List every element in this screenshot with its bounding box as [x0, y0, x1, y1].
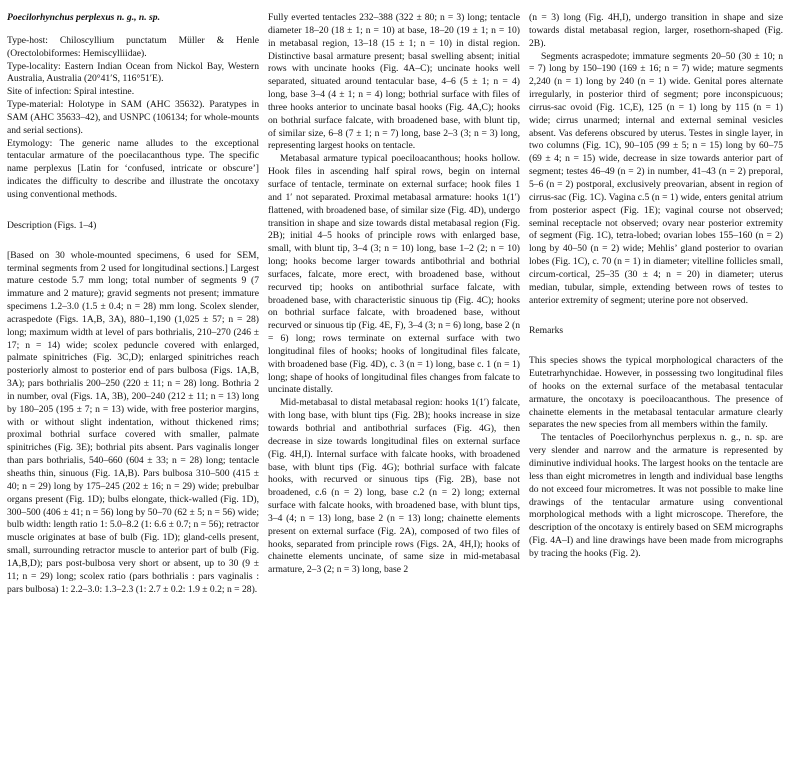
type-host: Type-host: Chiloscyllium punctatum Müller & Henle (Orectolobiformes: Hemiscylliidae). [7, 34, 259, 59]
species-title: Poecilorhynchus perplexus n. g., n. sp. [7, 12, 160, 23]
column-right [529, 12, 783, 561]
column-left [7, 12, 259, 596]
description-text: [Based on 30 whole-mounted specimens, 6 used for SEM, terminal segments from 2 used for longitudinal sections.] Largest mature cestode 5.7 mm long; total number of segments 9 (7 immature and 2 mature); gravid segments not present; immature specimens 1.2–3.0 (1.5 ± 0.4; n = 28) mm long. Scolex slender, acraspedote (Figs. 1A,B, 3A), 880–1,190 (1,025 ± 57; n = 28) long; maximum width at level of pars bothrialis, 210–270 (246 ± 17; n = 14) wide; scolex peduncle covered with enlarged, palmate spinitriches (Fig. 3C,D); enlarged spinitriches reach posteriorly almost to posterior end of pars bulbosa (Figs. 1A,B, 3A); pars bothrialis 200–250 (220 ± 11; n = 28) long. Bothria 2 in number, oval (Figs. 1A, 3B), 200–240 (212 ± 11; n = 13) long by 180–205 (195 ± 7; n = 13) wide, with free posterior margins, with or without slight indentation, without thickened rims; proximal bothrial surface covered with smaller, palmate spinitriches (Fig. 3E); bothrial pits absent. Pars vaginalis longer than pars bothrialis, 540–660 (604 ± 33; n = 28) long; tentacle sheaths thin, sinuous (Fig. 1A,B). Pars bulbosa 310–500 (415 ± 40; n = 29) long by 175–245 (202 ± 16; n = 29) wide; prebulbar organs present (Fig. 1D); bulbs elongate, thick-walled (Fig. 1D), 300–500 (406 ± 41; n = 56) long by 50–70 (62 ± 5; n = 56) wide; bulb width: length ratio 1: 5.0–8.2 (1: 6.6 ± 0.7; n = 56); retractor muscle originates at base of bulb (Fig. 1D); gland-cells present, small, surrounding retractor muscle to anterior part of bulb (Fig. 1A,B,D); pars post-bulbosa very short or absent, up to 30 (9 ± 11; n = 29) long; scolex ratio (pars bothrialis : pars vaginalis : pars bulbosa) 1: 2.2–3.0: 1.3–2.3 (1: 2.7 ± 0.2: 1.9 ± 0.2; n = 28). [7, 249, 259, 595]
site-of-infection: Site of infection: Spiral intestine. [7, 86, 135, 98]
segments-paragraph: Segments acraspedote; immature segments 20–50 (30 ± 10; n = 7) long by 150–190 (169 ± 16; n = 7) wide; mature segments 2,240 (n = 1) long by 240 (n = 1) wide. Genital pores alternate irregularly, in posterior third of segment; pore inconspicuous; cirrus-sac ovoid (Fig. 1C,E), 125 (n = 1) long by 115 (n = 1) wide; cirrus unarmed; internal and external seminal vesicles absent. Vas deferens obscured by uterus. Testes in single layer, in two columns (Fig. 1C), 90–105 (99 ± 5; n = 15) long by 60–75 (69 ± 4; n = 15) wide, decrease in size towards anterior part of segment; testes 46–49 (n = 2) in number, 41–43 (n = 2) preporal, 5–6 (n = 2) postporal, exclusively preovarian, absent in region of cirrus-sac (Fig. 1C). Vagina c.5 (n = 1) wide, enters genital atrium from posterior aspect (Fig. 1E); vaginal course not observed; seminal receptacle not observed; ovary near posterior extremity of segment (Fig. 1C), tetra-lobed; ovarian lobes 155–160 (n = 2) long by 40–50 (n = 2) wide; Mehlis’ gland posterior to ovarian lobes (Fig. 1C), c. 70 (n = 1) in diameter; vitelline follicles small, circum-cortical, 25–35 (30 ± 4; n = 20) in diameter; uterus median, tubular, simple, extending between rows of testes to anterior extremity of segment; uterine pore not observed. [529, 50, 783, 306]
remarks-paragraph-1: This species shows the typical morphological characters of the Eutetrarhynchidae. However, in possessing two longitudinal files of hooks on the external surface of the metabasal tentacular armature, the oncotaxy is poeciloacanthous. The presence of chainette elements in the metabasal tentacular armature clearly separates the new species from all members within the family. [529, 355, 783, 431]
metabasal-armature-paragraph: Metabasal armature typical poeciloacanthous; hooks hollow. Hook files in ascending half spiral rows, begin on internal surface of tentacle, terminate on external surface; hook files 1 and 1′ not separated. Proximal metabasal armature: hooks 1(1′) flattened, with broadened base, of similar size (Fig. 4D), undergo transition in shape and size towards distal metabasal region (Fig. 2B); initial 4–5 hooks of principle rows with enlarged base, small, with blunt tip, 3–4 (3; n = 10) long, base 1–2 (2; n = 10) long; hooks become larger towards antibothrial and bothrial surfaces, falcate, more erect, with broadened base, without recurved tip; hooks on antibothrial surface falcate, with broadened base, with characteristic sinuous tip (Fig. 4C); hooks on bothrial surface falcate, with broadened base, without recurved or sinuous tip (Fig. 4E, F), 3–4 (3; n = 6) long, base 2 (n = 6) long; rows terminate on external surface with two longitudinal files of hooks; hooks of longitudinal files falcate, with broadened base (Fig. 4D), c. 3 (n = 1) long, base c. 1 (n = 1) long; shape of hooks of longitudinal files changes from falcate to uncinate distally. [268, 153, 520, 396]
type-locality: Type-locality: Eastern Indian Ocean from Nickol Bay, Western Australia, Australia (20°41′S, 116°51′E). [7, 60, 259, 85]
column-middle [268, 12, 520, 577]
description-heading: Description (Figs. 1–4) [7, 219, 97, 231]
chainette-continuation: (n = 3) long (Fig. 4H,I), undergo transition in shape and size towards distal metabasal region, larger, rosethorn-shaped (Fig. 2B). [529, 12, 783, 49]
remarks-paragraph-2: The tentacles of Poecilorhynchus perplexus n. g., n. sp. are very slender and narrow and the armature is represented by diminutive individual hooks. The largest hooks on the tentacle are less than eight micrometres in length and individual base lengths do not exceed four micrometres. It was not possible to make line drawings of the tentacular armature using conventional morphological methods with a light microscope. Therefore, the description of the oncotaxy is entirely based on SEM micrographs (Fig. 4A–I) and line drawings have been made from micrographs by tracing the hooks (Fig. 2). [529, 432, 783, 559]
mid-metabasal-paragraph: Mid-metabasal to distal metabasal region: hooks 1(1′) falcate, with long base, with blunt tips (Fig. 2B); hooks increase in size towards bothrial and antibothrial surfaces (Fig. 4G), then decrease in size towards longitudinal files on external surface (Fig. 4H,I). Internal surface with falcate hooks, with broadened base, with blunt tips (Fig. 4G); bothrial surface with falcate hooks, with recurved or sinuous tips (Fig. 2B), base not broadened, c.6 (n = 2) long, base c.2 (n = 2) long; external surface with falcate hooks, with broadened base, with blunt tips, 3–4 (4; n = 13) long, base 2 (n = 13) long; chainette elements present on external surface (Fig. 2A), composed of two files of hooks, separated from principle rows (Figs. 2A, 4H,I); hooks of chainette elements uncinate, of same size in mid-metabasal armature, 2–3 (2; n = 3) long, base 2 [268, 397, 520, 576]
type-material: Type-material: Holotype in SAM (AHC 35632). Paratypes in SAM (AHC 35633–42), and USNPC (106134; for whole-mounts and serial sections). [7, 99, 259, 136]
tentacle-paragraph: Fully everted tentacles 232–388 (322 ± 80; n = 3) long; tentacle diameter 18–20 (18 ± 1; n = 10) at base, 18–20 (19 ± 1; n = 10) in metabasal region, 13–18 (15 ± 1; n = 10) in distal region. Distinctive basal armature present; basal swelling absent; initial rows with uncinate hooks (Fig. 4A–C); uncinate hooks well separated, situated around tentacular base, 4–6 (5 ± 1; n = 4) long, base 3–4 (4 ± 1; n = 4) long; bothrial surface with files of three hooks anterior to uncinate basal hooks (Fig. 4A,C); hooks on bothrial surface falcate, with broadened base, with blunt tip, of similar size, 6–8 (7 ± 1; n = 7) long, base 2–3 (3; n = 3) long, representing largest hooks on tentacle. [268, 12, 520, 152]
remarks-heading: Remarks [529, 325, 564, 337]
etymology: Etymology: The generic name alludes to the exceptional tentacular armature of the poecilacanthous type. The specific name perplexus [Latin for ‘confused, intricate or obscure’] indicates the difficulty to describe and illustrate the oncotaxy using conventional methods. [7, 137, 259, 200]
